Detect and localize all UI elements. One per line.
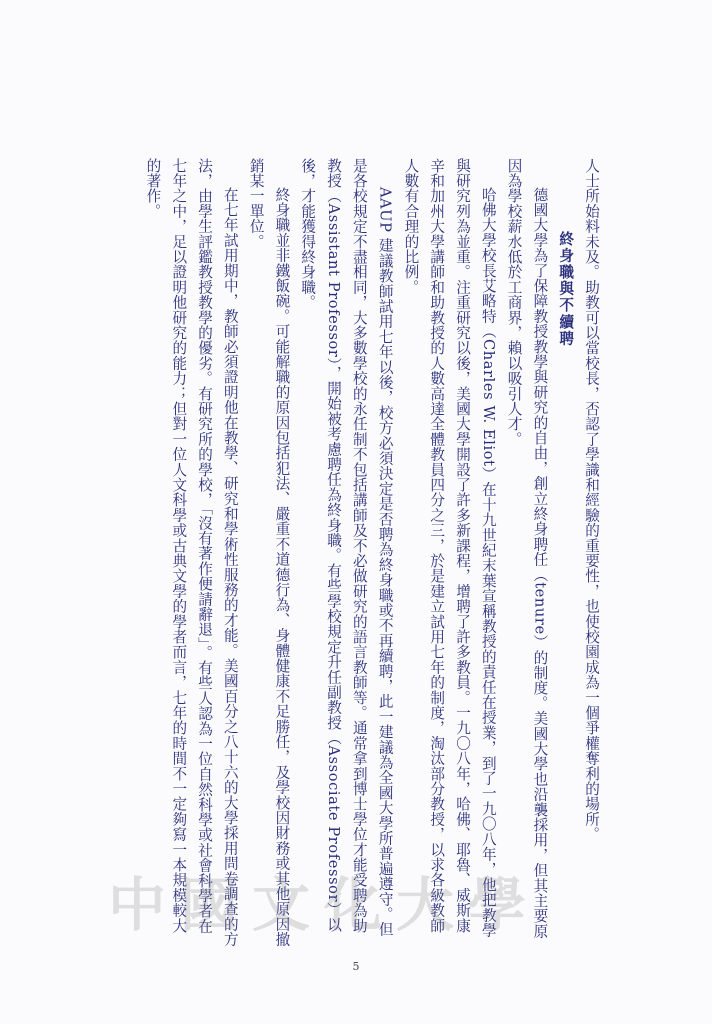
vertical-text-body	[140, 158, 604, 948]
university-watermark: 中國文化大學	[108, 871, 541, 939]
paragraph-probation: 在七年試用期中，教師必須證明他在教學、研究和學術性服務的才能。美國百分之八十六的大學採用問卷調查的方法，由學生評鑑教授教學的優劣。有研究所的學校，「沒有著作便請辭退」。有些人認為一位自然科學或社會科學者在七年之中，足以證明他研究的能力；但對一位人文科學或古典文學的學者而言，七年的時間不一定夠寫一本規模較大的著作。	[144, 158, 239, 948]
paragraph-tenure-origin: 德國大學為了保障教授教學與研究的自由，創立終身聘任（tenure）的制度。美國大學也沿襲採用，但其主要原因為學校薪水低於工商界，賴以吸引人才。	[505, 158, 549, 939]
paragraph-harvard-eliot: 哈佛大學校長艾略特（Charles W. Eliot）在十九世紀末葉宣稱教授的責任在授業，到了一九〇八年，他把教學與研究列為並重。注重研究以後，美國大學開設了許多新課程，增聘了許多教員。一九〇八年，哈佛、耶魯、威斯康辛和加州大學講師和助教授的人數高達全體教員四分之三，於是建立試用七年的制度，淘汰部分教授，以求各級教師人數有合理的比例。	[402, 158, 497, 939]
paragraph-dismissal: 終身職並非鐵飯碗。可能解職的原因包括犯法、嚴重不道德行為、身體健康不足勝任，及學校因財務或其他原因撤銷某一單位。	[247, 158, 291, 948]
page-number: 5	[352, 960, 360, 973]
section-heading: 終身職與不續聘	[557, 231, 575, 348]
paragraph-aaup: AAUP 建議教師試用七年以後，校方必須決定是否聘為終身職或不再續聘，此一建議為全國大學所普遍遵守。但是各校規定不盡相同，大多數學校的永任制不包括講師及不必做研究的語言教師等。通常拿到博士學位才能受聘為助教授（Assistant Professor），開始被考慮聘任為終身職。有些學校規定升任副教授（Associate Professor）以後，才能獲得終身職。	[299, 158, 394, 938]
paragraph-intro: 人士所始料未及。助教可以當校長，否認了學識和經驗的重要性，也使校園成為一個爭權奪利的場所。	[583, 158, 600, 842]
